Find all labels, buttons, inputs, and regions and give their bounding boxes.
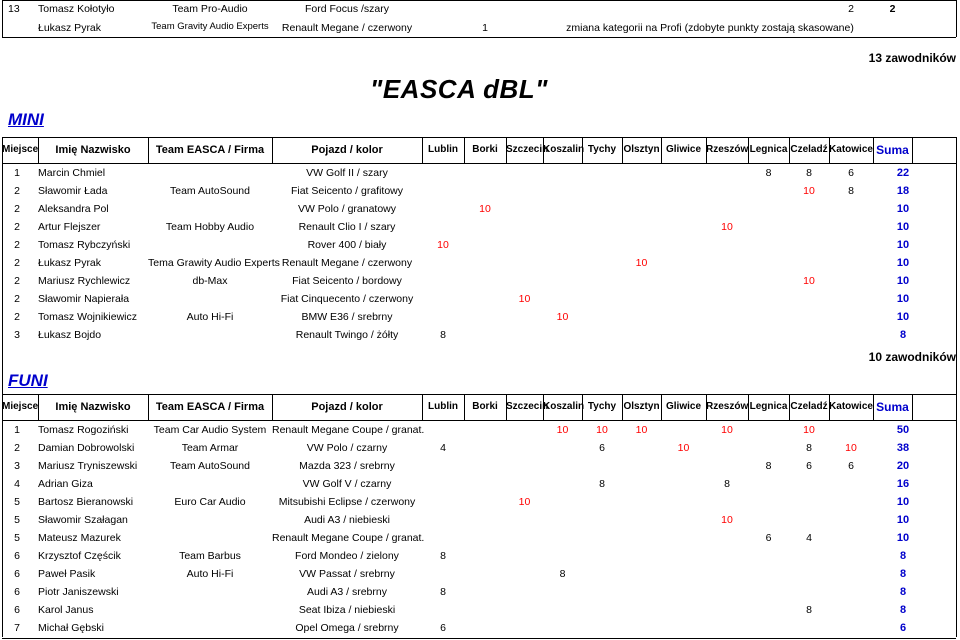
row-team: Team Hobby Audio	[165, 221, 255, 233]
column-header: Suma	[876, 400, 909, 414]
column-header: Czeladź	[790, 144, 828, 155]
row-score: 8	[806, 442, 812, 454]
row-total: 16	[896, 478, 910, 490]
row-score: 10	[803, 185, 815, 197]
row-place: 1	[14, 167, 20, 179]
row-car: Renault Twingo / żółty	[295, 329, 399, 341]
row-total: 10	[896, 311, 910, 323]
row-score: 10	[556, 424, 569, 436]
row-car: Renault Megane Coupe / granat.	[272, 424, 425, 436]
row-car: Mazda 323 / srebrny	[299, 460, 395, 472]
event-title: "EASCA dBL"	[370, 74, 548, 104]
row-team: db-Max	[192, 275, 228, 287]
row-place: 7	[14, 622, 20, 634]
top-row-total: 2	[889, 3, 896, 15]
top-row-extra: 1	[482, 22, 488, 34]
competitor-count: 10 zawodników	[868, 350, 956, 364]
row-place: 2	[14, 203, 20, 215]
top-row-name: Łukasz Pyrak	[38, 22, 102, 34]
row-name: Sławomir Napierała	[38, 293, 130, 305]
row-team: Auto Hi-Fi	[186, 568, 234, 580]
top-row-team: Team Gravity Audio Experts	[151, 21, 269, 32]
row-total: 8	[899, 568, 907, 580]
column-header: Szczecin	[506, 144, 549, 155]
row-place: 5	[14, 532, 20, 544]
row-total: 18	[896, 185, 910, 197]
row-score: 8	[440, 329, 446, 341]
row-score: 6	[765, 532, 772, 544]
row-total: 10	[896, 257, 910, 269]
row-name: Paweł Pasik	[38, 568, 96, 580]
column-header: Borki	[472, 401, 498, 412]
row-total: 8	[899, 604, 907, 616]
row-car: Fiat Seicento / bordowy	[292, 275, 402, 287]
row-place: 2	[14, 221, 20, 233]
sheet-border	[2, 638, 956, 639]
row-team: Team AutoSound	[170, 185, 250, 197]
top-row-team: Team Pro-Audio	[172, 3, 248, 15]
row-score: 10	[437, 239, 449, 251]
row-car: Ford Mondeo / zielony	[295, 550, 399, 562]
row-total: 50	[896, 424, 910, 436]
column-header: Lublin	[428, 401, 458, 412]
row-team: Tema Grawity Audio Experts	[148, 257, 280, 269]
row-car: VW Polo / czarny	[306, 442, 388, 454]
row-place: 6	[14, 604, 20, 616]
column-header: Legnica	[749, 144, 788, 155]
row-score: 10	[803, 424, 815, 436]
column-header: Olsztyn	[623, 401, 660, 412]
row-car: VW Golf V / czarny	[302, 478, 392, 490]
row-name: Artur Flejszer	[38, 221, 101, 233]
column-header: Suma	[876, 143, 909, 157]
row-score: 4	[440, 442, 446, 454]
row-name: Mariusz Rychlewicz	[38, 275, 131, 287]
row-name: Damian Dobrowolski	[38, 442, 135, 454]
row-score: 6	[599, 442, 605, 454]
row-score: 8	[599, 478, 605, 490]
competitor-count: 13 zawodników	[868, 51, 956, 65]
row-score: 10	[803, 275, 815, 287]
row-car: Opel Omega / srebrny	[295, 622, 399, 634]
top-block-border	[2, 37, 956, 38]
row-score: 10	[845, 442, 857, 454]
row-score: 10	[556, 311, 569, 323]
row-score: 8	[440, 586, 446, 598]
column-header: Szczecin	[506, 401, 549, 412]
row-car: Fiat Cinquecento / czerwony	[280, 293, 414, 305]
row-score: 10	[518, 293, 531, 305]
row-total: 10	[896, 293, 910, 305]
row-score: 8	[765, 167, 772, 179]
row-score: 8	[559, 568, 566, 580]
row-team: Auto Hi-Fi	[186, 311, 234, 323]
column-header: Czeladź	[790, 401, 828, 412]
row-total: 10	[896, 203, 910, 215]
row-place: 5	[14, 496, 20, 508]
column-header: Gliwice	[665, 144, 701, 155]
row-car: Renault Megane / czerwony	[281, 257, 413, 269]
sheet-border	[2, 137, 3, 637]
top-row-name: Tomasz Kołotyło	[38, 3, 115, 15]
row-place: 2	[14, 442, 20, 454]
column-header: Pojazd / kolor	[311, 144, 383, 156]
row-team: Team Armar	[181, 442, 239, 454]
row-car: Mitsubishi Eclipse / czerwony	[278, 496, 416, 508]
section-title: FUNI	[8, 371, 48, 390]
row-score: 10	[677, 442, 690, 454]
row-name: Łukasz Pyrak	[38, 257, 102, 269]
row-score: 10	[721, 221, 733, 233]
top-row-note: zmiana kategorii na Profi (zdobyte punkty zostają skasowane)	[566, 22, 854, 34]
row-score: 6	[848, 460, 854, 472]
header-border	[912, 394, 913, 420]
row-total: 10	[896, 239, 910, 251]
row-place: 2	[14, 275, 20, 287]
column-header: Lublin	[428, 144, 458, 155]
row-place: 6	[14, 586, 20, 598]
row-score: 10	[596, 424, 608, 436]
header-border	[912, 137, 913, 163]
column-header: Katowice	[829, 144, 873, 155]
column-header: Imię Nazwisko	[55, 401, 131, 413]
row-name: Piotr Janiszewski	[38, 586, 119, 598]
row-score: 8	[848, 185, 854, 197]
column-header: Miejsce	[2, 144, 39, 155]
row-team: Team Car Audio System	[153, 424, 267, 436]
row-total: 8	[899, 550, 907, 562]
row-place: 2	[14, 185, 20, 197]
row-name: Mariusz Tryniszewski	[38, 460, 138, 472]
sheet-border	[956, 137, 957, 637]
row-score: 8	[806, 604, 812, 616]
column-header: Team EASCA / Firma	[155, 144, 265, 156]
row-total: 10	[896, 496, 910, 508]
section-title: MINI	[8, 110, 44, 129]
column-header: Tychy	[587, 401, 617, 412]
row-score: 8	[806, 167, 812, 179]
top-row-extra: 2	[848, 3, 854, 15]
row-car: Audi A3 / srebrny	[307, 586, 387, 598]
row-score: 6	[806, 460, 812, 472]
row-car: Renault Clio I / szary	[298, 221, 396, 233]
row-score: 10	[479, 203, 491, 215]
row-place: 4	[14, 478, 20, 490]
row-total: 10	[896, 532, 910, 544]
row-car: Renault Megane Coupe / granat.	[272, 532, 425, 544]
row-score: 10	[721, 424, 733, 436]
header-border	[2, 137, 956, 138]
row-place: 6	[14, 550, 20, 562]
row-car: Fiat Seicento / grafitowy	[290, 185, 404, 197]
row-name: Marcin Chmiel	[38, 167, 106, 179]
row-name: Sławomir Szałagan	[38, 514, 128, 526]
top-block-border	[956, 0, 957, 37]
column-header: Rzeszów	[706, 401, 749, 412]
row-car: VW Golf II / szary	[306, 167, 388, 179]
top-row-place: 13	[8, 3, 20, 15]
top-row-car: Ford Focus /szary	[304, 3, 390, 15]
row-score: 4	[806, 532, 812, 544]
row-car: Audi A3 / niebieski	[304, 514, 390, 526]
row-score: 10	[635, 257, 648, 269]
row-name: Adrian Giza	[38, 478, 93, 490]
top-block-border	[2, 0, 3, 37]
row-total: 10	[896, 221, 910, 233]
row-total: 6	[899, 622, 907, 634]
row-total: 10	[896, 514, 910, 526]
row-place: 2	[14, 257, 20, 269]
column-header: Pojazd / kolor	[311, 401, 383, 413]
row-car: Rover 400 / biały	[307, 239, 387, 251]
row-place: 3	[14, 329, 20, 341]
column-header: Olsztyn	[623, 144, 660, 155]
row-name: Tomasz Rybczyński	[38, 239, 131, 251]
row-place: 5	[14, 514, 20, 526]
column-header: Tychy	[587, 144, 617, 155]
row-name: Karol Janus	[38, 604, 94, 616]
row-score: 10	[721, 514, 733, 526]
header-border	[2, 394, 956, 395]
row-team: Euro Car Audio	[174, 496, 246, 508]
row-name: Krzysztof Częścik	[38, 550, 121, 562]
row-score: 6	[440, 622, 446, 634]
row-place: 1	[14, 424, 20, 436]
row-name: Sławomir Łada	[38, 185, 108, 197]
row-total: 20	[896, 460, 910, 472]
row-team: Team Barbus	[179, 550, 241, 562]
row-score: 8	[724, 478, 730, 490]
row-place: 2	[14, 311, 20, 323]
top-row-car: Renault Megane / czerwony	[281, 22, 413, 34]
column-header: Katowice	[829, 401, 873, 412]
row-name: Bartosz Bieranowski	[38, 496, 134, 508]
column-header: Miejsce	[2, 401, 39, 412]
row-score: 10	[635, 424, 648, 436]
row-car: BMW E36 / srebrny	[301, 311, 393, 323]
column-header: Team EASCA / Firma	[155, 401, 265, 413]
row-name: Tomasz Wojnikiewicz	[38, 311, 137, 323]
row-name: Mateusz Mazurek	[38, 532, 121, 544]
row-team: Team AutoSound	[170, 460, 250, 472]
row-name: Łukasz Bojdo	[38, 329, 102, 341]
row-total: 8	[899, 329, 907, 341]
row-name: Tomasz Rogoziński	[38, 424, 129, 436]
row-car: Seat Ibiza / niebieski	[298, 604, 396, 616]
row-score: 8	[440, 550, 446, 562]
row-total: 22	[896, 167, 910, 179]
row-place: 6	[14, 568, 20, 580]
row-car: VW Passat / srebrny	[299, 568, 395, 580]
column-header: Gliwice	[665, 401, 701, 412]
row-total: 38	[896, 442, 910, 454]
column-header: Borki	[472, 144, 498, 155]
column-header: Legnica	[749, 401, 788, 412]
column-header: Rzeszów	[706, 144, 749, 155]
row-car: VW Polo / granatowy	[297, 203, 397, 215]
row-name: Aleksandra Pol	[38, 203, 109, 215]
row-place: 2	[14, 293, 20, 305]
row-score: 6	[848, 167, 854, 179]
row-name: Michał Gębski	[38, 622, 104, 634]
row-total: 10	[896, 275, 910, 287]
column-header: Koszalin	[543, 401, 585, 412]
row-place: 2	[14, 239, 20, 251]
row-score: 8	[765, 460, 772, 472]
column-header: Imię Nazwisko	[55, 144, 131, 156]
row-place: 3	[14, 460, 20, 472]
row-total: 8	[899, 586, 907, 598]
row-score: 10	[518, 496, 531, 508]
column-header: Koszalin	[543, 144, 585, 155]
